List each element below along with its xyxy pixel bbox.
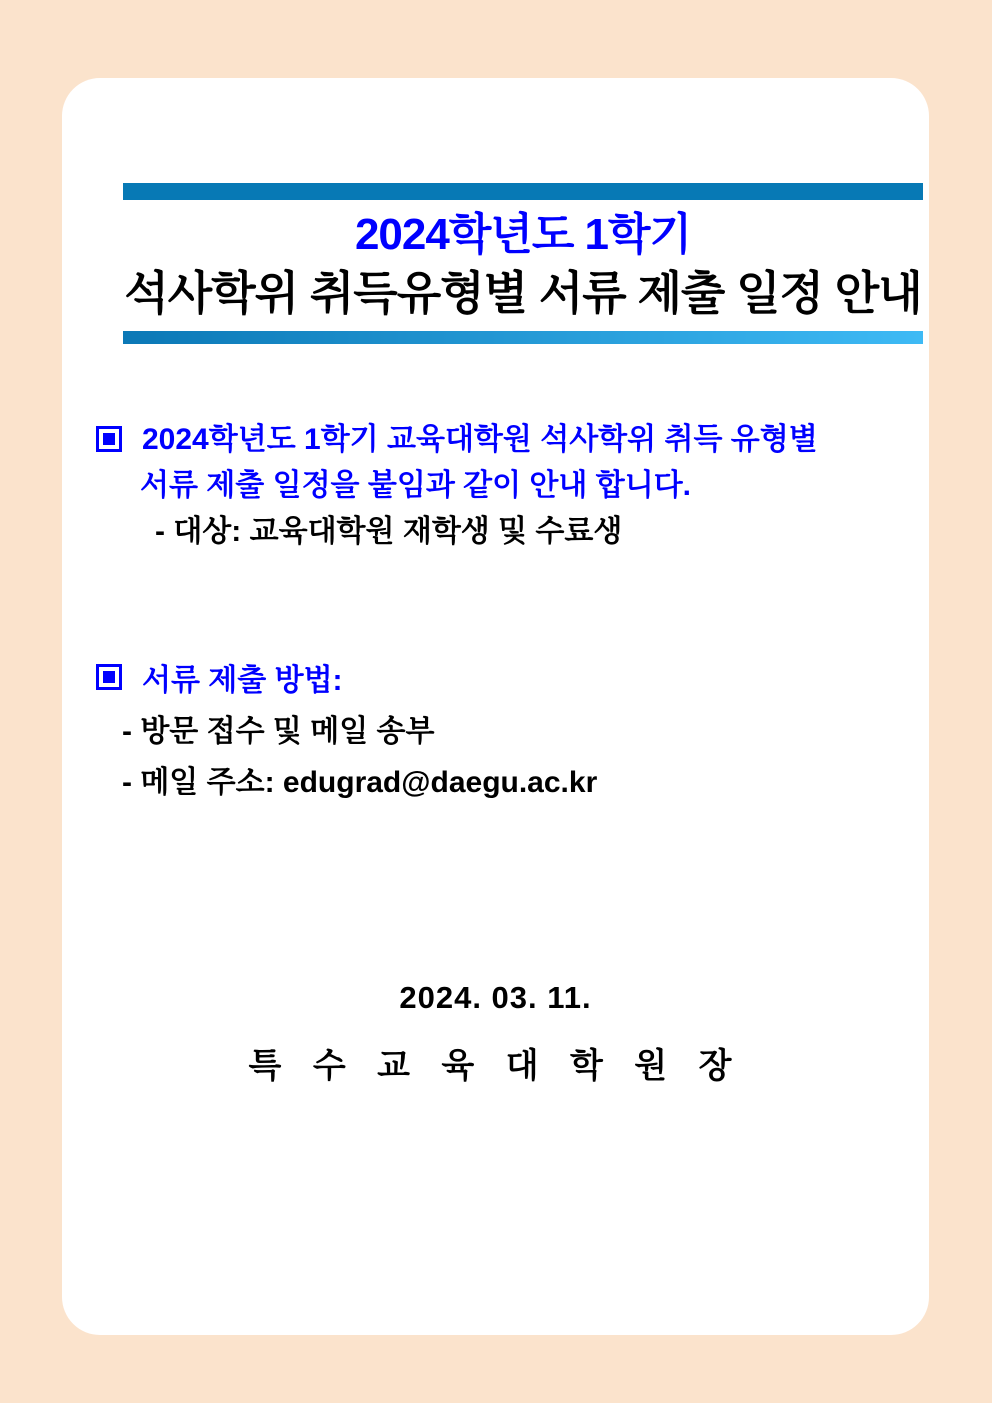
announcement-target-line: - 대상: 교육대학원 재학생 및 수료생: [155, 515, 623, 548]
notice-card: [62, 78, 929, 1335]
notice-date: 2024. 03. 11.: [399, 980, 592, 1015]
announcement-line-1: 2024학년도 1학기 교육대학원 석사학위 취득 유형별: [142, 423, 818, 456]
header-bottom-bar: [123, 331, 923, 344]
header-top-bar: [123, 183, 923, 200]
submission-method-heading: 서류 제출 방법:: [142, 664, 343, 697]
notice-title-line1: 2024학년도 1학기: [354, 210, 692, 259]
notice-title-line2: 석사학위 취득유형별 서류 제출 일정 안내: [124, 267, 922, 319]
submission-method-email-line: - 메일 주소: edugrad@daegu.ac.kr: [122, 766, 598, 799]
notice-signature: 특 수 교 육 대 학 원 장: [248, 1047, 743, 1085]
notice-header: [123, 183, 923, 344]
section-announcement: [62, 417, 929, 555]
submission-method-visit-line: - 방문 접수 및 메일 송부: [122, 715, 435, 748]
section-submission-method: [62, 655, 929, 808]
announcement-line-2: 서류 제출 일정을 붙임과 같이 안내 합니다.: [140, 469, 692, 502]
